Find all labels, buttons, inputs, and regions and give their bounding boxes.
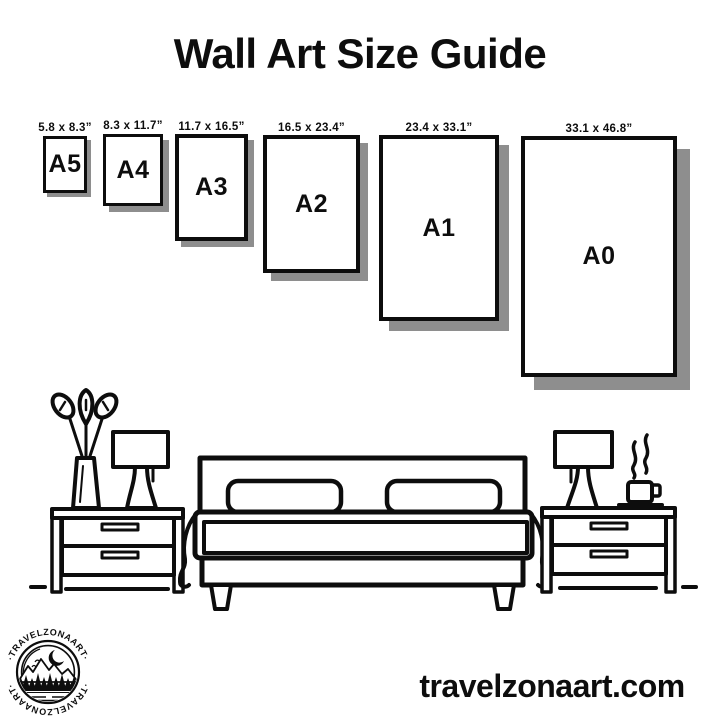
bedroom-illustration (0, 378, 720, 618)
logo-text-top: ·TRAVELZONAART· (5, 626, 91, 662)
size-dimensions-a3: 11.7 x 16.5” (178, 121, 245, 133)
size-code-a4: A4 (116, 155, 150, 184)
logo-badge (2, 626, 94, 718)
size-box-a5 (38, 122, 92, 193)
size-dimensions-a2: 16.5 x 23.4” (278, 122, 345, 134)
size-code-a3: A3 (195, 173, 228, 201)
nightstand-right-icon (542, 508, 675, 592)
double-bed-icon (180, 458, 547, 609)
coffee-cup-icon (619, 435, 662, 505)
vase-plant-icon (48, 390, 120, 508)
website-url: travelzonaart.com (419, 668, 685, 704)
size-box-a2 (263, 122, 360, 273)
pillow-right (387, 481, 500, 512)
size-dimensions-a0: 33.1 x 46.8” (565, 123, 633, 135)
size-box-a0 (521, 123, 677, 377)
size-code-a1: A1 (422, 213, 456, 242)
logo-text-bottom: ·TRAVELZONAART· (5, 682, 91, 718)
size-box-a4 (103, 120, 163, 206)
size-dimensions-a1: 23.4 x 33.1” (405, 122, 473, 134)
nightstand-left-icon (52, 509, 183, 592)
size-dimensions-a4: 8.3 x 11.7” (103, 120, 163, 132)
size-box-a1 (379, 122, 499, 321)
table-lamp-right-icon (555, 432, 612, 508)
size-code-a2: A2 (295, 189, 328, 218)
pillow-left (228, 481, 341, 512)
page-title: Wall Art Size Guide (173, 30, 547, 77)
size-dimensions-a5: 5.8 x 8.3” (38, 122, 92, 134)
table-lamp-left-icon (113, 432, 168, 508)
size-box-a3 (175, 121, 248, 241)
size-code-a5: A5 (48, 150, 82, 178)
size-code-a0: A0 (582, 242, 616, 270)
